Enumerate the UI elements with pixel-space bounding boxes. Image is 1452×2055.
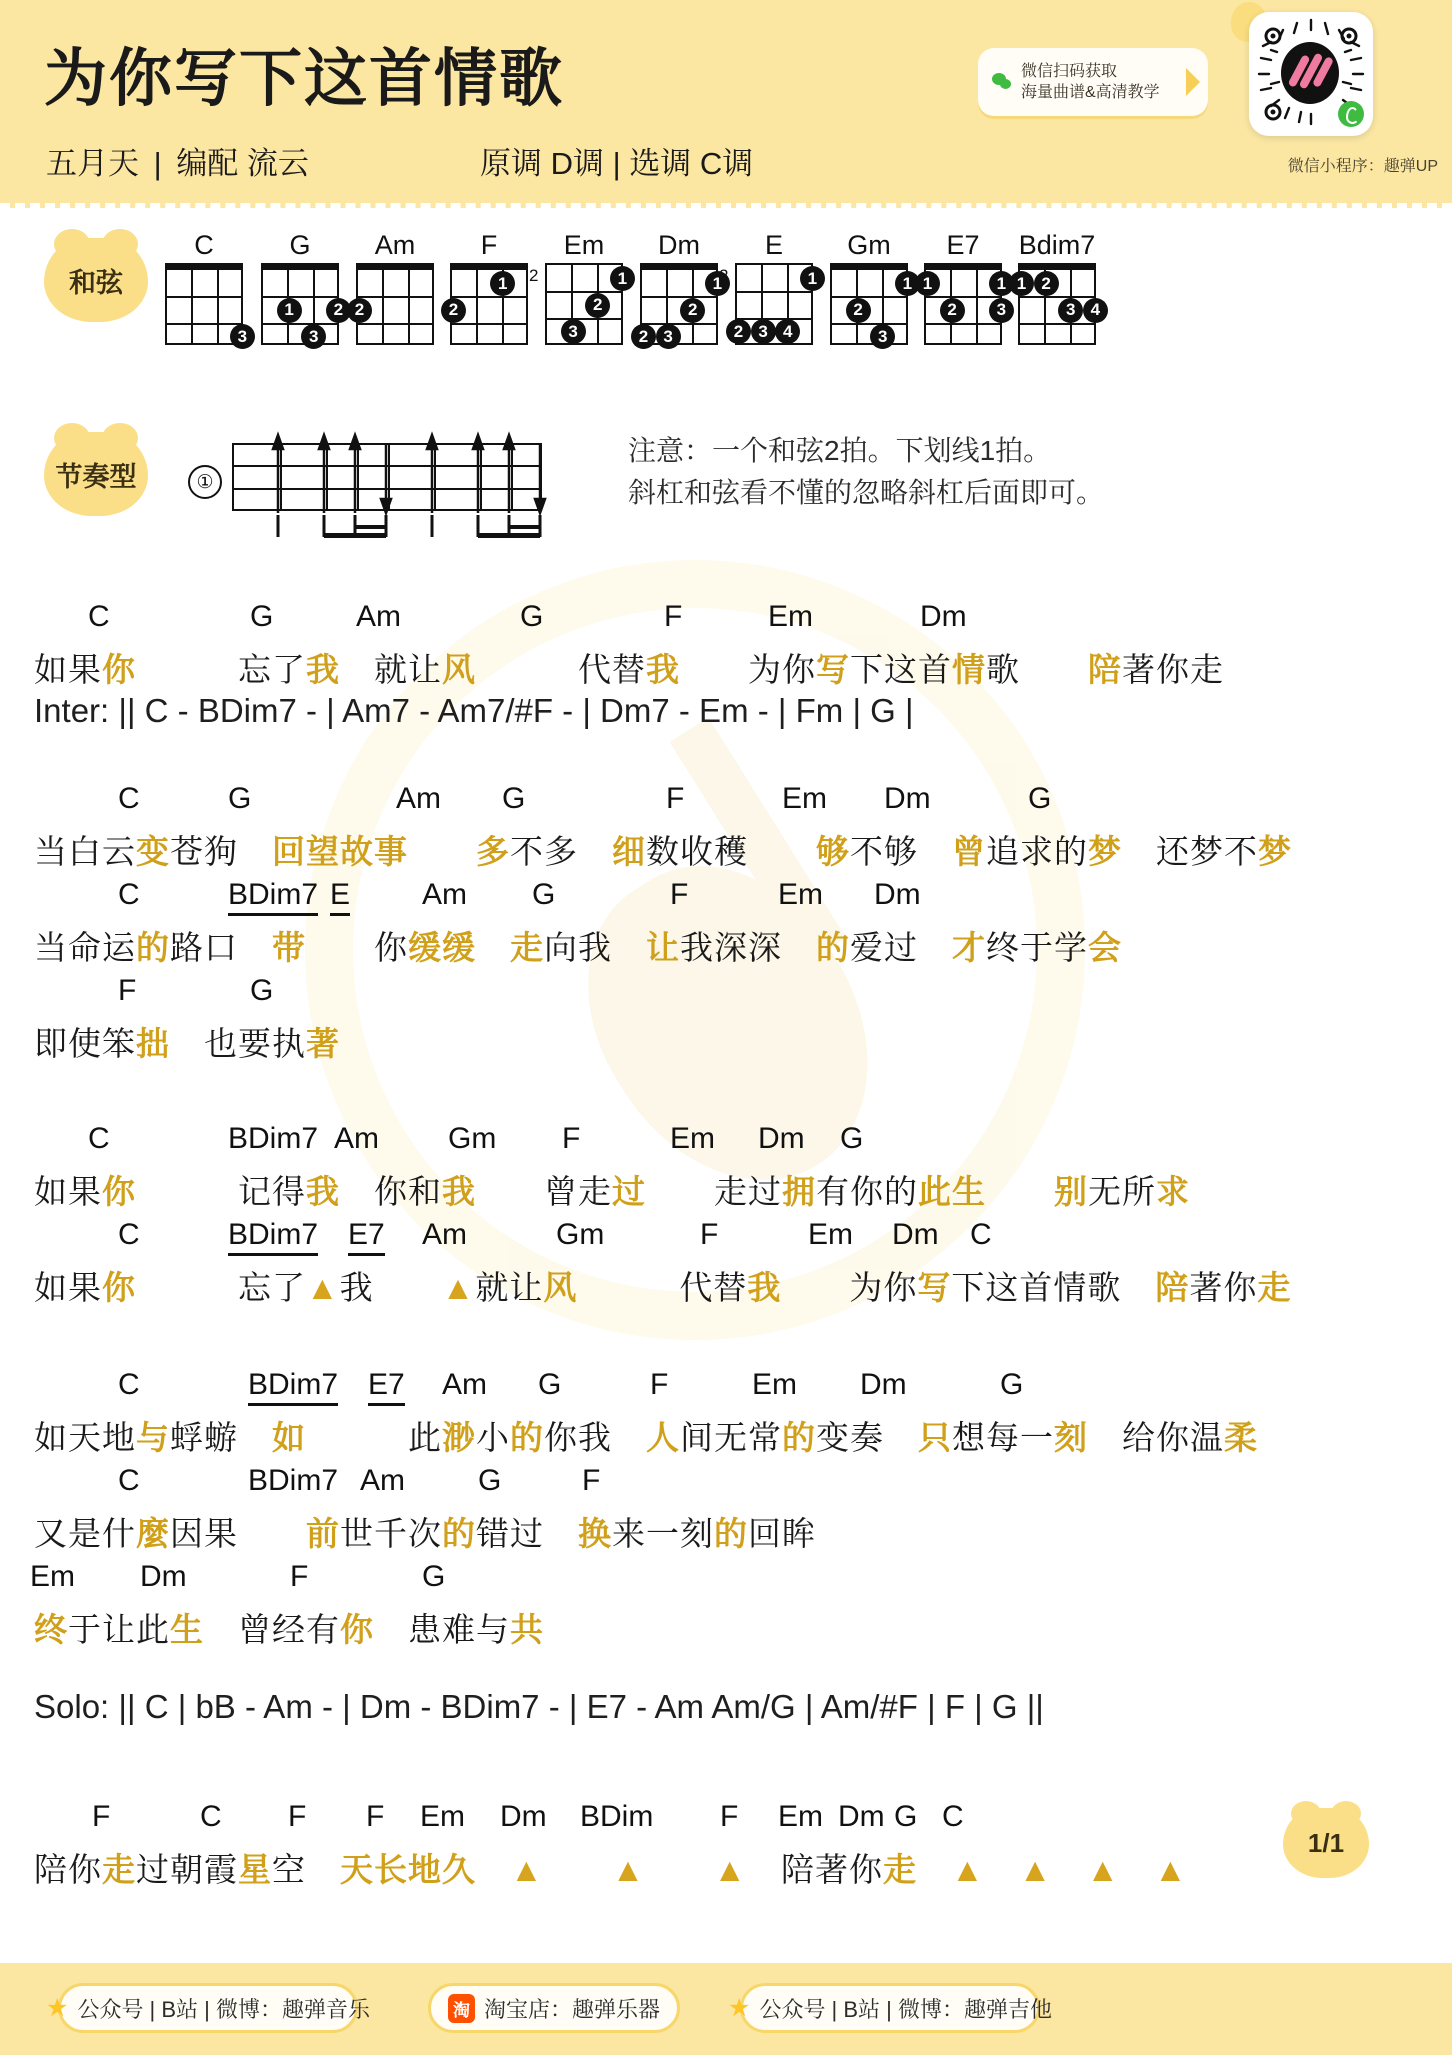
rhythm-badge-label: 节奏型 [55, 461, 137, 492]
lyric-line [34, 826, 1292, 873]
chord-name: G [289, 230, 311, 260]
chord-label: C [88, 1122, 110, 1155]
chord-label: C [118, 1218, 140, 1251]
chord-label: F [650, 1368, 669, 1401]
lyric-segment: 风 [543, 1269, 578, 1306]
lyric-segment: 著你走 [1122, 651, 1224, 688]
lyric-segment: 会 [1088, 929, 1122, 966]
finger-dot: 3 [870, 324, 895, 349]
lyric-segment: 我深深 [680, 929, 816, 966]
finger-dot: 1 [989, 271, 1014, 296]
chord-label: G [840, 1122, 864, 1155]
lyric-segment: 过朝霞 [136, 1851, 238, 1888]
lyric-segment: 如 [272, 1419, 306, 1456]
lyric-segment: 有你的 [816, 1173, 918, 1210]
lyric-segment: 我 [747, 1269, 782, 1306]
chord-label: F [288, 1800, 307, 1833]
lyric-segment: 无所 [1088, 1173, 1156, 1210]
lyric-segment: 与 [136, 1419, 170, 1456]
lyric-segment: 还梦不 [1122, 833, 1258, 870]
chord-label: Gm [556, 1218, 605, 1251]
finger-dot: 2 [846, 298, 871, 323]
rhythm-index: ① [188, 465, 222, 499]
lyric-line [34, 922, 1122, 969]
chord-name: C [194, 230, 214, 260]
lyric-line [34, 1018, 340, 1065]
credit-separator: | [153, 146, 162, 181]
lyric-segment: 走 [102, 1851, 136, 1888]
mini-program-tag: 微信小程序：趣弹UP [1270, 148, 1452, 181]
chord-label: C [942, 1800, 964, 1833]
lyric-line [34, 644, 1224, 691]
key-separator: | [612, 146, 621, 181]
lyric-segment: 下这首情歌 [951, 1269, 1156, 1306]
chord-name: Bdim7 [1018, 230, 1096, 260]
lyric-segment: 求 [1156, 1173, 1190, 1210]
lyric-segment [476, 929, 510, 966]
lyric-segment: 生 [170, 1611, 204, 1648]
lyric-segment: 路口 [170, 929, 272, 966]
lyric-segment: 此生 [918, 1173, 986, 1210]
lyric-segment: 情 [952, 651, 986, 688]
chord-name: Am [374, 230, 416, 260]
finger-dot: 1 [490, 271, 515, 296]
lyric-segment: 来一刻 [612, 1515, 714, 1552]
lyric-segment: 带 [272, 929, 306, 966]
finger-dot: 3 [1058, 298, 1083, 323]
chord-label: BDim [580, 1800, 654, 1833]
lyric-segment: 如果 [34, 1173, 102, 1210]
chord-label: Em [670, 1122, 715, 1155]
arranger-label: 编配 流云 [176, 146, 309, 181]
lyric-segment: 写 [816, 651, 850, 688]
chord-label: F [720, 1800, 739, 1833]
finger-dot: 1 [610, 266, 635, 291]
lyric-segment: 写 [917, 1269, 952, 1306]
lyric-segment: 忘了 [136, 1269, 306, 1306]
chord-label: G [532, 878, 556, 911]
lyric-segment: 当白云 [34, 833, 136, 870]
finger-dot: 2 [631, 324, 656, 349]
chord-label: F [582, 1464, 601, 1497]
finger-dot: 3 [751, 319, 776, 344]
footer-pill-label: 淘宝店：趣弹乐器 [484, 1996, 661, 2022]
lyric-segment: 为你 [680, 651, 816, 688]
lyric-segment: 走 [510, 929, 544, 966]
lyric-segment: 给你温 [1088, 1419, 1224, 1456]
lyric-segment: 因果 [170, 1515, 306, 1552]
lyric-segment: 我 [306, 1173, 340, 1210]
lyric-line [34, 1604, 544, 1651]
lyric-segment: 够 [816, 833, 850, 870]
fret-position-label: 2 [529, 266, 539, 285]
chord-label: C [200, 1800, 222, 1833]
lyric-segment: 曾经有 [204, 1611, 340, 1648]
lyric-segment: 走过 [646, 1173, 782, 1210]
lyric-segment: 著你 [1189, 1269, 1258, 1306]
lyric-segment: 想每一 [952, 1419, 1054, 1456]
chord-label: F [666, 782, 685, 815]
finger-dot: 1 [800, 266, 825, 291]
chord-label: Gm [448, 1122, 497, 1155]
page-number: 1/1 [1283, 1808, 1369, 1878]
lyric-segment: 走 [883, 1851, 918, 1888]
lyric-segment: 细 [612, 833, 646, 870]
lyric-segment [985, 1851, 1019, 1888]
chord-label: Em [808, 1218, 853, 1251]
finger-dot: 2 [441, 298, 466, 323]
lyric-segment: 换 [578, 1515, 612, 1552]
interlude-line: Inter: || C - BDim7 - | Am7 - Am7/#F - | Dm7 - Em - | Fm | G | [34, 692, 914, 729]
finger-dot: 2 [726, 319, 751, 344]
lyric-segment [917, 1851, 951, 1888]
chord-label: Em [782, 782, 827, 815]
solo-line: Solo: || C | bB - Am - | Dm - BDim7 - | E7 - Am Am/G | Am/#F | F | G || [34, 1688, 1044, 1725]
lyric-segment: 你 [340, 1611, 374, 1648]
chord-label: Dm [140, 1560, 187, 1593]
lyric-segment: 麼 [136, 1515, 170, 1552]
lyric-segment: 只 [918, 1419, 952, 1456]
chord-label: G [478, 1464, 502, 1497]
lyric-segment: 记得 [136, 1173, 306, 1210]
lyric-segment [1120, 1851, 1154, 1888]
lyric-line [34, 1166, 1190, 1213]
chord-label: F [118, 974, 137, 1007]
selected-key: 选调 C调 [629, 146, 754, 181]
finger-dot: 3 [230, 324, 255, 349]
chord-label: G [228, 782, 252, 815]
original-key: 原调 D调 [480, 146, 604, 181]
chord-label: Dm [860, 1368, 907, 1401]
lyric-segment: 数收穫 [646, 833, 816, 870]
triangle-marker: ▲ [306, 1269, 340, 1306]
lyric-segment: 的 [510, 1419, 544, 1456]
chord-label: BDim7 [248, 1368, 338, 1406]
chord-label: G [538, 1368, 562, 1401]
chord-label: G [1028, 782, 1052, 815]
chord-label: G [520, 600, 544, 633]
chord-label: Dm [874, 878, 921, 911]
lyric-segment: 你 [306, 929, 408, 966]
lyric-segment: 你 [102, 651, 136, 688]
chord-label: F [664, 600, 683, 633]
chord-label: Em [752, 1368, 797, 1401]
lyric-segment [544, 1851, 612, 1888]
chord-label: BDim7 [248, 1464, 339, 1497]
triangle-marker: ▲ [1154, 1851, 1188, 1888]
notice-line-1: 注意：一个和弦2拍。下划线1拍。 [628, 435, 1052, 466]
finger-dot: 1 [895, 271, 920, 296]
triangle-marker: ▲ [611, 1851, 646, 1888]
lyric-segment: 星 [238, 1851, 272, 1888]
lyric-segment: 为你 [781, 1269, 918, 1306]
finger-dot: 1 [705, 271, 730, 296]
chord-label: F [290, 1560, 309, 1593]
finger-dot: 2 [347, 298, 372, 323]
chord-label: G [502, 782, 526, 815]
lyric-segment: 梦 [1258, 833, 1292, 870]
lyric-segment: 刻 [1054, 1419, 1088, 1456]
taobao-icon: 淘 [448, 1994, 475, 2023]
lyric-segment [1052, 1851, 1086, 1888]
wechat-line-2: 海量曲谱&高清教学 [1021, 84, 1160, 101]
finger-dot: 2 [326, 298, 351, 323]
chord-name: Gm [847, 230, 891, 260]
chord-label: E [330, 878, 350, 916]
lyric-segment: 曾走 [476, 1173, 612, 1210]
lyric-segment: 回眸 [748, 1515, 816, 1552]
lyric-segment: 回望故事 [272, 833, 408, 870]
lyric-segment: 蜉蝣 [170, 1419, 272, 1456]
finger-dot: 3 [301, 324, 326, 349]
lyric-segment: 天长地久 [340, 1851, 476, 1888]
chord-label: Em [778, 878, 823, 911]
finger-dot: 2 [1034, 271, 1059, 296]
chord-label: Em [30, 1560, 75, 1593]
finger-dot: 4 [1083, 298, 1108, 323]
lyric-segment [645, 1851, 713, 1888]
lyric-segment: 的 [816, 929, 850, 966]
lyric-segment: 即使笨 [34, 1025, 136, 1062]
lyric-line [34, 1262, 1291, 1309]
lyric-segment: 就让 [475, 1269, 544, 1306]
chord-label: Am [422, 878, 467, 911]
chord-label: Am [442, 1368, 487, 1401]
chord-label: C [118, 1368, 140, 1401]
chord-label: Dm [920, 600, 967, 633]
lyric-segment: 此 [306, 1419, 442, 1456]
lyric-segment: 的 [714, 1515, 748, 1552]
lyric-segment: 追求的 [986, 833, 1088, 870]
lyric-segment: 当命运 [34, 929, 136, 966]
lyric-segment [476, 1851, 510, 1888]
chord-label: Em [420, 1800, 465, 1833]
finger-dot: 4 [775, 319, 800, 344]
lyric-segment: 小 [476, 1419, 510, 1456]
chord-label: F [92, 1800, 111, 1833]
lyric-segment: 歌 [986, 651, 1088, 688]
lyric-segment: 陪 [1155, 1269, 1190, 1306]
finger-dot: 3 [561, 319, 586, 344]
chord-label: F [562, 1122, 581, 1155]
lyric-segment: 渺 [442, 1419, 476, 1456]
chord-label: E7 [348, 1218, 385, 1256]
lyric-segment: 的 [442, 1515, 476, 1552]
notice-line-2: 斜杠和弦看不懂的忽略斜杠后面即可。 [628, 477, 1105, 508]
chord-label: C [118, 1464, 140, 1497]
lyric-segment: 爱过 [850, 929, 952, 966]
lyric-segment: 我 [339, 1269, 442, 1306]
lyric-segment: 也要执 [170, 1025, 306, 1062]
chord-name: E [764, 230, 783, 260]
chord-label: Dm [758, 1122, 805, 1155]
chord-label: C [970, 1218, 992, 1251]
chord-label: Em [778, 1800, 823, 1833]
chord-label: F [700, 1218, 719, 1251]
lyric-segment: 梦 [1088, 833, 1122, 870]
chord-label: BDim7 [228, 878, 318, 916]
lyric-segment: 错过 [476, 1515, 578, 1552]
lyric-segment: 代替 [577, 1269, 748, 1306]
chord-label: Em [768, 600, 813, 633]
lyric-segment [408, 833, 476, 870]
finger-dot: 2 [680, 298, 705, 323]
lyric-segment: 忘了 [136, 651, 306, 688]
lyric-segment: 拥 [782, 1173, 816, 1210]
finger-dot: 2 [585, 293, 610, 318]
lyric-segment: 才 [952, 929, 986, 966]
chord-label: C [118, 878, 140, 911]
chord-label: E7 [368, 1368, 405, 1406]
lyric-segment: 拙 [136, 1025, 170, 1062]
finger-dot: 1 [915, 271, 940, 296]
lyric-segment: 让 [646, 929, 680, 966]
chord-label: Am [422, 1218, 467, 1251]
lyric-segment: 苍狗 [170, 833, 272, 870]
lyric-segment: 终 [34, 1611, 68, 1648]
chord-label: Dm [884, 782, 931, 815]
chord-label: G [1000, 1368, 1024, 1401]
lyric-segment: 前 [306, 1515, 340, 1552]
lyric-segment: 曾 [952, 833, 986, 870]
lyric-line [34, 1412, 1258, 1459]
footer-pill-label: 公众号 | B站 | 微博：趣弹吉他 [759, 1996, 1052, 2022]
lyric-segment: 我 [442, 1173, 476, 1210]
wechat-line-1: 微信扫码获取 [1021, 63, 1118, 80]
lyric-segment: 的 [782, 1419, 816, 1456]
lyric-segment: 如果 [34, 651, 102, 688]
chord-label: Dm [838, 1800, 885, 1833]
chord-badge-label: 和弦 [69, 267, 123, 298]
chord-label: Am [396, 782, 441, 815]
chord-label: BDim7 [228, 1122, 319, 1155]
chord-label: Am [360, 1464, 405, 1497]
chord-label: G [250, 600, 274, 633]
chord-label: F [366, 1800, 385, 1833]
finger-dot: 3 [989, 298, 1014, 323]
footer-pill-label: 公众号 | B站 | 微博：趣弹音乐 [77, 1996, 370, 2022]
chord-label: G [422, 1560, 446, 1593]
lyric-segment: 就让 [340, 651, 442, 688]
lyric-segment: 人 [646, 1419, 680, 1456]
lyric-segment: 你 [102, 1269, 136, 1306]
finger-dot: 1 [277, 298, 302, 323]
lyric-segment: 著 [306, 1025, 340, 1062]
lyric-segment: 走 [1257, 1269, 1292, 1306]
star-icon: ★ [728, 1994, 751, 2022]
lyric-segment: 空 [272, 1851, 340, 1888]
chord-label: Am [334, 1122, 379, 1155]
lyric-segment: 柔 [1224, 1419, 1258, 1456]
finger-dot: 1 [1009, 271, 1034, 296]
lyric-segment: 你和 [340, 1173, 442, 1210]
chord-name: F [480, 230, 498, 260]
triangle-marker: ▲ [1018, 1851, 1053, 1888]
lyric-line [34, 1508, 816, 1555]
lyric-segment: 终于学 [986, 929, 1088, 966]
lyric-segment: 别 [1054, 1173, 1088, 1210]
lyric-segment: 你 [102, 1173, 136, 1210]
lyric-segment: 变奏 [816, 1419, 918, 1456]
lyric-segment: 下这首 [850, 651, 952, 688]
lyric-segment: 不够 [850, 833, 952, 870]
triangle-marker: ▲ [441, 1269, 476, 1306]
triangle-marker: ▲ [510, 1851, 544, 1888]
lyric-line [34, 1844, 1188, 1891]
lyric-segment: 陪 [1088, 651, 1122, 688]
lyric-segment: 患难与 [374, 1611, 510, 1648]
chord-name: Dm [658, 230, 700, 260]
finger-dot: 3 [656, 324, 681, 349]
chord-label: BDim7 [228, 1218, 318, 1256]
chord-label: Dm [500, 1800, 547, 1833]
lyric-segment [986, 1173, 1054, 1210]
chord-label: C [88, 600, 110, 633]
chord-name: E7 [946, 230, 980, 260]
triangle-marker: ▲ [951, 1851, 985, 1888]
page-title: 为你写下这首情歌 [44, 44, 564, 114]
lyric-segment: 如果 [34, 1269, 102, 1306]
lyric-segment: 世千次 [340, 1515, 442, 1552]
triangle-marker: ▲ [1086, 1851, 1121, 1888]
lyric-segment: 间无常 [680, 1419, 782, 1456]
lyric-segment: 的 [136, 929, 170, 966]
lyric-segment: 风 [442, 651, 476, 688]
chord-label: G [250, 974, 274, 1007]
lyric-segment: 变 [136, 833, 170, 870]
chord-name: Em [563, 230, 605, 260]
lyric-segment: 过 [612, 1173, 646, 1210]
chord-label: F [670, 878, 689, 911]
lyric-segment: 代替 [476, 651, 646, 688]
lyric-segment: 我 [306, 651, 340, 688]
chord-label: Am [356, 600, 401, 633]
lyric-segment: 缓缓 [408, 929, 476, 966]
lyric-segment: 又是什 [34, 1515, 136, 1552]
chord-label: C [118, 782, 140, 815]
lyric-segment: 共 [510, 1611, 544, 1648]
lyric-segment: 多 [476, 833, 510, 870]
chord-label: G [894, 1800, 918, 1833]
chord-label: Dm [892, 1218, 939, 1251]
lyric-segment: 向我 [544, 929, 646, 966]
lyric-segment: 陪著你 [747, 1851, 884, 1888]
lyric-segment: 如天地 [34, 1419, 136, 1456]
lyric-segment: 陪你 [34, 1851, 102, 1888]
lyric-segment: 于让此 [68, 1611, 170, 1648]
lyric-segment: 你我 [544, 1419, 646, 1456]
star-icon: ★ [46, 1994, 69, 2022]
lyric-segment: 我 [646, 651, 680, 688]
finger-dot: 2 [940, 298, 965, 323]
artist-name: 五月天 [46, 146, 139, 181]
lyric-segment: 不多 [510, 833, 612, 870]
triangle-marker: ▲ [713, 1851, 748, 1888]
